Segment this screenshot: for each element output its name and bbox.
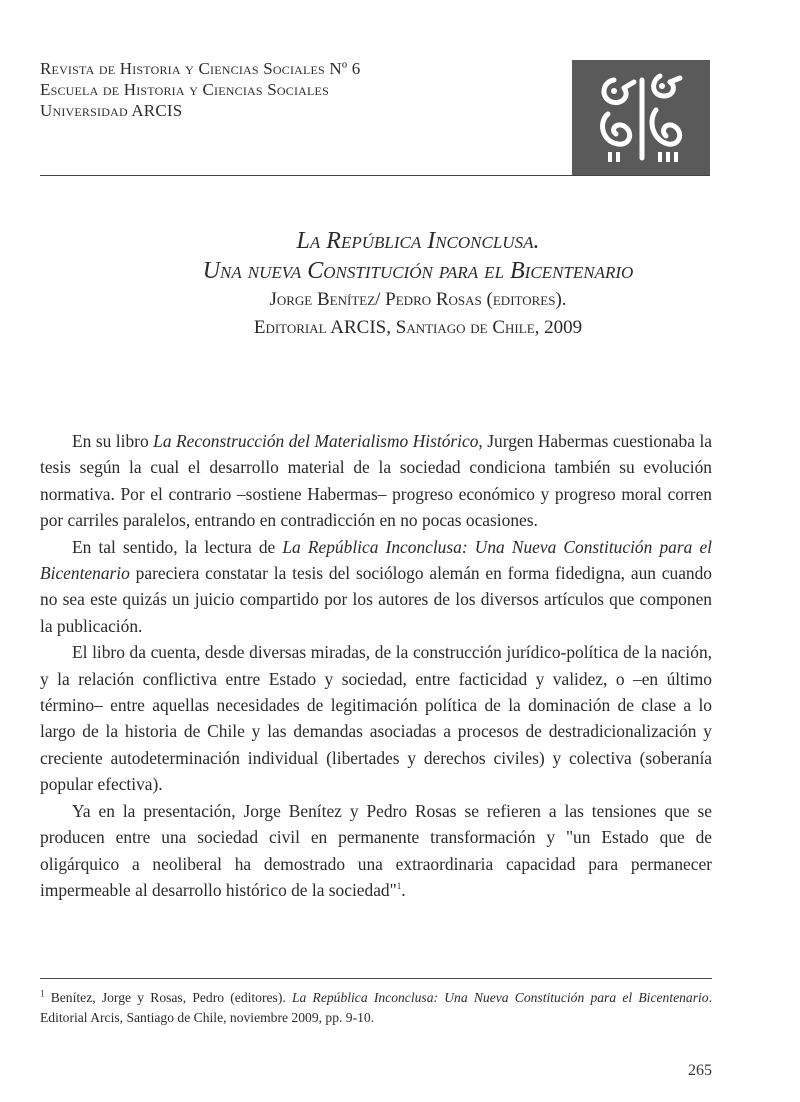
paragraph-1-text-a: En su libro	[72, 431, 154, 451]
arcis-bird-logo-icon	[572, 60, 710, 175]
paragraph-1-book-title: La Reconstrucción del Materialismo Histórico	[153, 431, 479, 451]
review-title-line2: Una nueva Constitución para el Bicentenario	[202, 258, 634, 284]
page-number: 265	[688, 1062, 712, 1079]
paragraph-2-text-b: pareciera constatar la tesis del sociólogo alemán en forma fidedigna, aun cuando no sea este quizás un juicio compartido por los autores de los diversos artículos que componen la publicación.	[40, 563, 712, 636]
paragraph-1-text-b: , Jurgen Habermas cuestionaba la tesis según la cual el desarrollo material de la sociedad condiciona también su evolución normativa. Por el contrario –sostiene Habermas– progreso económico y progreso moral corren por carriles paralelos, entrando en contradicción en no pocas ocasiones.	[40, 431, 712, 531]
paragraph-2-book-title: La República Inconclusa: Una Nueva Constitución para el Bicentenario	[40, 536, 712, 584]
paragraph-2-text-a: En tal sentido, la lectura de	[72, 536, 283, 557]
header-divider	[40, 175, 710, 176]
review-title-line1: La República Inconclusa.	[296, 228, 540, 254]
paragraph-3: El libro da cuenta, desde diversas miradas, de la construcción jurídico-política de la nación, y la relación conflictiva entre Estado y sociedad, entre facticidad y validez, o –en último término– entre aquellas necesidades de legitimación política de la dominación de clase a lo largo de la historia de Chile y las demandas asociadas a procesos de destradicionalización y creciente autodeterminación individual (libertades y derechos civiles) y colectiva (soberanía popular efectiva).	[40, 642, 712, 795]
journal-header	[40, 58, 540, 121]
journal-title: Revista de Historia y Ciencias Sociales Nº 6	[40, 59, 361, 78]
review-publisher: Editorial ARCIS, Santiago de Chile, 2009	[253, 317, 583, 338]
footnote-reference: 1	[396, 881, 402, 892]
footnote-divider	[40, 978, 712, 979]
paragraph-4-end: .	[401, 879, 406, 900]
journal-university: Universidad ARCIS	[40, 101, 183, 120]
footnote-mark: 1	[40, 988, 45, 999]
paragraph-2	[40, 534, 712, 640]
footnote-text-a: Benítez, Jorge y Rosas, Pedro (editores).	[44, 990, 292, 1005]
journal-school: Escuela de Historia y Ciencias Sociales	[40, 80, 329, 99]
footnote-text-b: . Editorial Arcis, Santiago de Chile, noviembre 2009, pp. 9-10.	[40, 990, 712, 1025]
paragraph-1	[40, 428, 712, 534]
review-heading	[40, 226, 796, 342]
footnote	[40, 988, 712, 1028]
paragraph-4-text: Ya en la presentación, Jorge Benítez y Pedro Rosas se refieren a las tensiones que se producen entre una sociedad civil en permanente transformación y "un Estado que de oligárquico a neoliberal ha demostrado una extraordinaria capacidad para permanecer impermeable al desarrollo histórico de la sociedad"	[40, 800, 712, 900]
review-body	[40, 428, 712, 903]
review-authors: Jorge Benítez/ Pedro Rosas (editores).	[269, 289, 567, 310]
paragraph-4	[40, 798, 712, 904]
footnote-book-title: La República Inconclusa: Una Nueva Constitución para el Bicentenario	[291, 990, 709, 1005]
